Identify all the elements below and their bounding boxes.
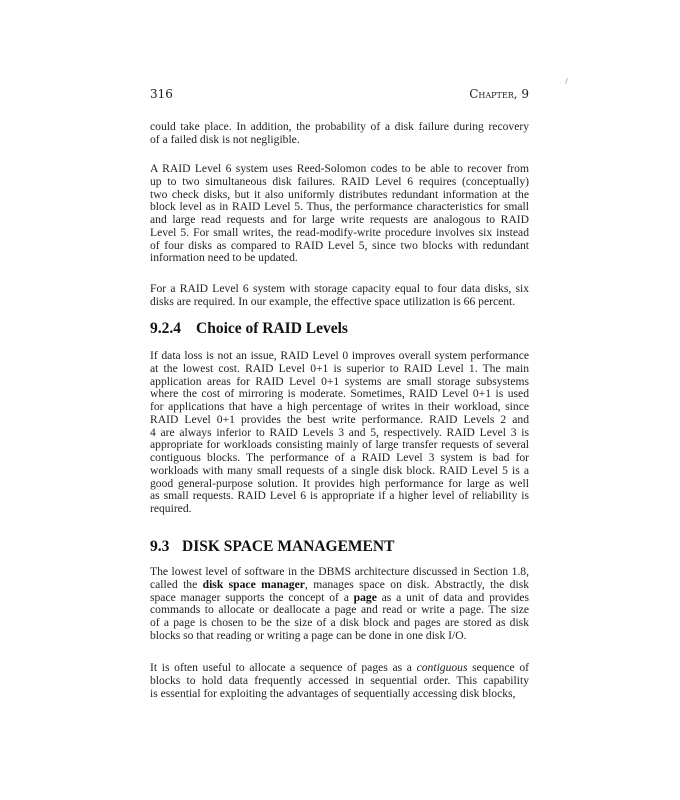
text-run: two check disks, but it also uniformly distributes redundant information at the <box>150 187 529 201</box>
text-line <box>150 688 529 701</box>
scan-speck <box>565 78 568 84</box>
text-run: application areas for RAID Level 0+1 systems are small storage subsystems <box>150 374 529 388</box>
text-run: up to two simultaneous disk failures. RAID Level 6 requires (conceptually) <box>150 174 529 188</box>
text-run: block level as in RAID Level 5. Thus, the performance characteristics for small <box>150 200 529 214</box>
text-run: required. <box>150 502 192 515</box>
text-run: of a failed disk is not negligible. <box>150 132 300 146</box>
heading-number: 9.3 <box>150 538 170 555</box>
text-run: 4 are always inferior to RAID Levels 3 and 5, respectively. RAID Level 3 is <box>150 425 529 439</box>
text-run: is essential for exploiting the advantages of sequentially accessing disk blocks, <box>150 686 516 700</box>
text-run: good general-purpose solution. It provides high performance for large as well <box>150 476 529 490</box>
text-run: information need to be updated. <box>150 251 298 265</box>
text-run: at the lowest cost. RAID Level 0+1 is superior to RAID Level 1. The main <box>150 361 529 375</box>
bold-term: disk space manager <box>202 577 305 591</box>
text-run: For a RAID Level 6 system with storage capacity equal to four data disks, six <box>150 282 529 295</box>
text-run: as small requests. RAID Level 6 is appropriate if a higher level of reliability is <box>150 489 529 503</box>
paragraph <box>150 662 529 700</box>
paragraph <box>150 121 529 147</box>
heading-number: 9.2.4 <box>150 320 181 337</box>
text-run: Level 5. For small writes, the read-modify-write procedure involves six instead <box>150 225 529 239</box>
text-run: for applications that have a high percentage of writes in their workload, since <box>150 400 529 413</box>
text-run: It is often useful to allocate a sequence of pages as a <box>150 661 417 674</box>
paragraph <box>150 566 529 643</box>
text-line <box>150 134 529 147</box>
text-run: as a unit of data and provides <box>376 590 529 604</box>
text-run: contiguous blocks. The performance of a RAID Level 3 system is bad for <box>150 451 529 464</box>
text-run: appropriate for workloads consisting mainly of large transfer requests of several <box>150 438 529 452</box>
bold-term: page <box>353 590 377 604</box>
text-run: and large read requests and for large write requests are analogous to RAID <box>150 213 529 226</box>
text-line <box>150 503 529 516</box>
text-run: sequence of <box>467 661 529 674</box>
page-number: 316 <box>150 87 173 101</box>
text-run: blocks to hold data frequently accessed in sequential order. This capability <box>150 673 529 687</box>
text-run: blocks so that reading or writing a page can be done in one disk I/O. <box>150 628 467 642</box>
section-heading-9-3 <box>150 538 394 556</box>
text-line <box>150 630 529 643</box>
text-run: RAID Level 0+1 provides the best write performance. RAID Levels 2 and <box>150 412 529 426</box>
text-run: commands to allocate or deallocate a page and read or write a page. The size <box>150 603 529 617</box>
text-run: workloads with many small requests of a single disk block. RAID Level 5 is a <box>150 463 529 477</box>
paragraph <box>150 350 529 516</box>
text-line <box>150 296 529 309</box>
paragraph <box>150 283 529 309</box>
text-run: could take place. In addition, the probability of a disk failure during recovery <box>150 120 529 133</box>
text-run: The lowest level of software in the DBMS architecture discussed in Section 1.8, <box>150 565 529 578</box>
text-run: , manages space on disk. Abstractly, the disk <box>304 577 529 591</box>
text-run: called the <box>150 577 203 591</box>
paragraph <box>150 163 529 265</box>
text-run: of four disks as compared to RAID Level 5, since two blocks with redundant <box>150 238 529 252</box>
text-run: A RAID Level 6 system uses Reed-Solomon codes to be able to recover from <box>150 162 529 175</box>
text-run: If data loss is not an issue, RAID Level 0 improves overall system performance <box>150 349 529 362</box>
text-run: where the cost of mirroring is moderate. Sometimes, RAID Level 0+1 is used <box>150 387 529 401</box>
text-run: of a page is chosen to be the size of a disk block and pages are stored as disk <box>150 616 529 629</box>
text-run: space manager supports the concept of a <box>150 590 354 604</box>
chapter-label: Chapter, 9 <box>469 87 529 101</box>
text-line <box>150 252 529 265</box>
text-line <box>150 490 529 503</box>
heading-title: DISK SPACE MANAGEMENT <box>182 538 395 555</box>
italic-term: contiguous <box>416 661 468 674</box>
section-heading-9-2-4 <box>150 320 348 338</box>
heading-title: Choice of RAID Levels <box>196 320 348 337</box>
text-run: disks are required. In our example, the effective space utilization is 66 percent. <box>150 294 516 308</box>
